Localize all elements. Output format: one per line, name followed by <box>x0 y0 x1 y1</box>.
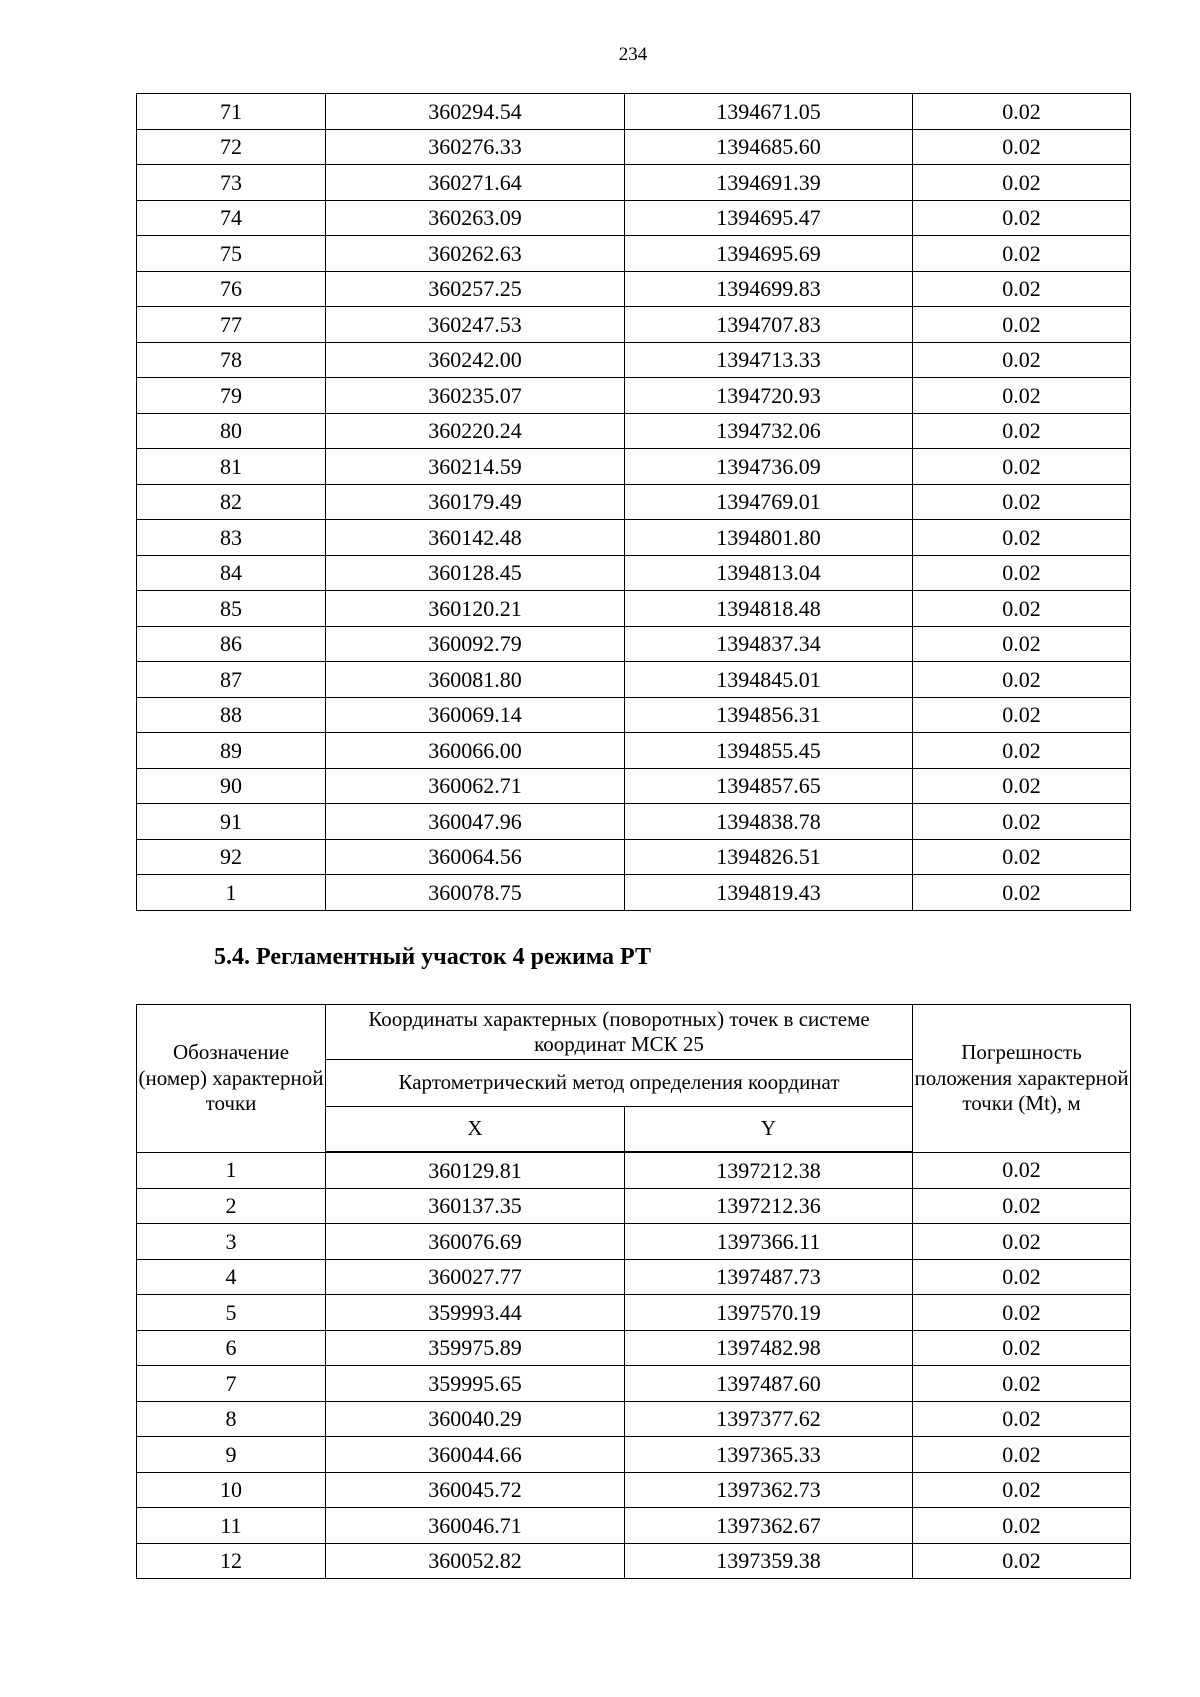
point-number-cell: 91 <box>137 804 326 840</box>
y-coordinate-cell: 1394691.39 <box>625 165 913 201</box>
table-row <box>137 1330 1131 1366</box>
table-row <box>137 1188 1131 1224</box>
y-coordinate-cell: 1394813.04 <box>625 555 913 591</box>
error-cell: 0.02 <box>913 378 1131 414</box>
table-row <box>137 484 1131 520</box>
y-coordinate-cell: 1397487.60 <box>625 1366 913 1402</box>
table-row <box>137 697 1131 733</box>
point-number-cell: 3 <box>137 1224 326 1260</box>
table-row <box>137 1224 1131 1260</box>
error-cell: 0.02 <box>913 1508 1131 1544</box>
point-number-cell: 89 <box>137 733 326 769</box>
error-cell: 0.02 <box>913 804 1131 840</box>
y-coordinate-cell: 1394732.06 <box>625 413 913 449</box>
point-number-cell: 5 <box>137 1295 326 1331</box>
table-row <box>137 662 1131 698</box>
error-cell: 0.02 <box>913 129 1131 165</box>
x-coordinate-cell: 360220.24 <box>326 413 625 449</box>
y-coordinate-cell: 1397377.62 <box>625 1401 913 1437</box>
x-coordinate-cell: 359975.89 <box>326 1330 625 1366</box>
y-coordinate-cell: 1397365.33 <box>625 1437 913 1473</box>
table-row <box>137 875 1131 911</box>
coordinates-table-body <box>137 1152 1131 1579</box>
table-row <box>137 626 1131 662</box>
table-row <box>137 768 1131 804</box>
y-coordinate-cell: 1394695.69 <box>625 236 913 272</box>
x-coordinate-cell: 360064.56 <box>326 839 625 875</box>
table-row <box>137 307 1131 343</box>
point-number-cell: 90 <box>137 768 326 804</box>
point-number-cell: 79 <box>137 378 326 414</box>
error-cell: 0.02 <box>913 839 1131 875</box>
y-coordinate-cell: 1394837.34 <box>625 626 913 662</box>
error-cell: 0.02 <box>913 555 1131 591</box>
error-cell: 0.02 <box>913 1224 1131 1260</box>
table-row <box>137 839 1131 875</box>
error-cell: 0.02 <box>913 94 1131 130</box>
table-row <box>137 1259 1131 1295</box>
x-coordinate-cell: 360047.96 <box>326 804 625 840</box>
point-number-cell: 84 <box>137 555 326 591</box>
x-coordinate-cell: 360046.71 <box>326 1508 625 1544</box>
y-coordinate-cell: 1397487.73 <box>625 1259 913 1295</box>
table-row <box>137 200 1131 236</box>
error-cell: 0.02 <box>913 1330 1131 1366</box>
error-cell: 0.02 <box>913 342 1131 378</box>
error-cell: 0.02 <box>913 1188 1131 1224</box>
x-coordinate-cell: 360142.48 <box>326 520 625 556</box>
error-cell: 0.02 <box>913 1401 1131 1437</box>
error-cell: 0.02 <box>913 662 1131 698</box>
x-coordinate-cell: 360137.35 <box>326 1188 625 1224</box>
x-coordinate-cell: 360092.79 <box>326 626 625 662</box>
error-cell: 0.02 <box>913 413 1131 449</box>
point-number-cell: 2 <box>137 1188 326 1224</box>
point-number-cell: 86 <box>137 626 326 662</box>
table-row <box>137 129 1131 165</box>
y-coordinate-cell: 1397362.73 <box>625 1472 913 1508</box>
x-coordinate-cell: 360078.75 <box>326 875 625 911</box>
x-coordinate-cell: 360081.80 <box>326 662 625 698</box>
error-cell: 0.02 <box>913 307 1131 343</box>
x-coordinate-cell: 360052.82 <box>326 1543 625 1579</box>
y-coordinate-cell: 1397212.36 <box>625 1188 913 1224</box>
table-row <box>137 236 1131 272</box>
header-coordinates-group: Координаты характерных (поворотных) точек в системе координат МСК 25 <box>326 1005 913 1060</box>
x-coordinate-cell: 360262.63 <box>326 236 625 272</box>
coordinates-table-continuation <box>136 93 1131 911</box>
table-header <box>137 1005 1131 1153</box>
y-coordinate-cell: 1397359.38 <box>625 1543 913 1579</box>
y-coordinate-cell: 1394720.93 <box>625 378 913 414</box>
x-coordinate-cell: 359995.65 <box>326 1366 625 1402</box>
coordinates-table-body <box>137 94 1131 911</box>
y-coordinate-cell: 1397212.38 <box>625 1152 913 1188</box>
x-coordinate-cell: 360128.45 <box>326 555 625 591</box>
x-coordinate-cell: 360044.66 <box>326 1437 625 1473</box>
x-coordinate-cell: 360257.25 <box>326 271 625 307</box>
y-coordinate-cell: 1394699.83 <box>625 271 913 307</box>
x-coordinate-cell: 360179.49 <box>326 484 625 520</box>
x-coordinate-cell: 360276.33 <box>326 129 625 165</box>
x-coordinate-cell: 360062.71 <box>326 768 625 804</box>
error-cell: 0.02 <box>913 449 1131 485</box>
x-coordinate-cell: 360045.72 <box>326 1472 625 1508</box>
table-row <box>137 1152 1131 1188</box>
coordinates-table-section-5-4 <box>136 1004 1131 1579</box>
y-coordinate-cell: 1394826.51 <box>625 839 913 875</box>
header-method: Картометрический метод определения координат <box>326 1060 913 1107</box>
point-number-cell: 82 <box>137 484 326 520</box>
table-row <box>137 1543 1131 1579</box>
table-row <box>137 342 1131 378</box>
table-row <box>137 94 1131 130</box>
point-number-cell: 75 <box>137 236 326 272</box>
error-cell: 0.02 <box>913 1543 1131 1579</box>
error-cell: 0.02 <box>913 1437 1131 1473</box>
y-coordinate-cell: 1394713.33 <box>625 342 913 378</box>
x-coordinate-cell: 360235.07 <box>326 378 625 414</box>
point-number-cell: 77 <box>137 307 326 343</box>
error-cell: 0.02 <box>913 271 1131 307</box>
table-row <box>137 1508 1131 1544</box>
point-number-cell: 11 <box>137 1508 326 1544</box>
x-coordinate-cell: 360271.64 <box>326 165 625 201</box>
point-number-cell: 92 <box>137 839 326 875</box>
table-row <box>137 733 1131 769</box>
point-number-cell: 4 <box>137 1259 326 1295</box>
x-coordinate-cell: 360027.77 <box>326 1259 625 1295</box>
point-number-cell: 10 <box>137 1472 326 1508</box>
page-number: 234 <box>618 44 648 65</box>
x-coordinate-cell: 360294.54 <box>326 94 625 130</box>
header-point-designation: Обозначение (номер) характерной точки <box>137 1005 326 1153</box>
y-coordinate-cell: 1394855.45 <box>625 733 913 769</box>
error-cell: 0.02 <box>913 520 1131 556</box>
y-coordinate-cell: 1394671.05 <box>625 94 913 130</box>
table-row <box>137 1472 1131 1508</box>
point-number-cell: 72 <box>137 129 326 165</box>
point-number-cell: 78 <box>137 342 326 378</box>
header-position-error: Погрешность положения характерной точки (Mt), м <box>913 1005 1131 1153</box>
point-number-cell: 12 <box>137 1543 326 1579</box>
y-coordinate-cell: 1394857.65 <box>625 768 913 804</box>
table-row <box>137 520 1131 556</box>
y-coordinate-cell: 1394845.01 <box>625 662 913 698</box>
x-coordinate-cell: 360120.21 <box>326 591 625 627</box>
x-coordinate-cell: 360263.09 <box>326 200 625 236</box>
table-row <box>137 378 1131 414</box>
error-cell: 0.02 <box>913 697 1131 733</box>
table-row <box>137 271 1131 307</box>
error-cell: 0.02 <box>913 1152 1131 1188</box>
error-cell: 0.02 <box>913 1366 1131 1402</box>
error-cell: 0.02 <box>913 200 1131 236</box>
point-number-cell: 88 <box>137 697 326 733</box>
point-number-cell: 6 <box>137 1330 326 1366</box>
x-coordinate-cell: 359993.44 <box>326 1295 625 1331</box>
error-cell: 0.02 <box>913 733 1131 769</box>
y-coordinate-cell: 1397362.67 <box>625 1508 913 1544</box>
x-coordinate-cell: 360040.29 <box>326 1401 625 1437</box>
point-number-cell: 83 <box>137 520 326 556</box>
table-row <box>137 413 1131 449</box>
table-row <box>137 1401 1131 1437</box>
x-coordinate-cell: 360214.59 <box>326 449 625 485</box>
header-x: X <box>326 1107 625 1153</box>
error-cell: 0.02 <box>913 1295 1131 1331</box>
y-coordinate-cell: 1397570.19 <box>625 1295 913 1331</box>
y-coordinate-cell: 1397366.11 <box>625 1224 913 1260</box>
point-number-cell: 87 <box>137 662 326 698</box>
y-coordinate-cell: 1394736.09 <box>625 449 913 485</box>
point-number-cell: 9 <box>137 1437 326 1473</box>
table-row <box>137 1437 1131 1473</box>
table-row <box>137 1295 1131 1331</box>
table-row <box>137 804 1131 840</box>
x-coordinate-cell: 360247.53 <box>326 307 625 343</box>
x-coordinate-cell: 360066.00 <box>326 733 625 769</box>
x-coordinate-cell: 360069.14 <box>326 697 625 733</box>
table-row <box>137 449 1131 485</box>
y-coordinate-cell: 1394818.48 <box>625 591 913 627</box>
point-number-cell: 7 <box>137 1366 326 1402</box>
point-number-cell: 74 <box>137 200 326 236</box>
y-coordinate-cell: 1394695.47 <box>625 200 913 236</box>
point-number-cell: 81 <box>137 449 326 485</box>
error-cell: 0.02 <box>913 1259 1131 1295</box>
y-coordinate-cell: 1394856.31 <box>625 697 913 733</box>
point-number-cell: 8 <box>137 1401 326 1437</box>
x-coordinate-cell: 360242.00 <box>326 342 625 378</box>
error-cell: 0.02 <box>913 626 1131 662</box>
table-row <box>137 591 1131 627</box>
point-number-cell: 85 <box>137 591 326 627</box>
error-cell: 0.02 <box>913 1472 1131 1508</box>
table-row <box>137 1366 1131 1402</box>
error-cell: 0.02 <box>913 768 1131 804</box>
point-number-cell: 76 <box>137 271 326 307</box>
y-coordinate-cell: 1394685.60 <box>625 129 913 165</box>
x-coordinate-cell: 360129.81 <box>326 1152 625 1188</box>
header-y: Y <box>625 1107 913 1153</box>
table-row <box>137 555 1131 591</box>
point-number-cell: 80 <box>137 413 326 449</box>
y-coordinate-cell: 1394838.78 <box>625 804 913 840</box>
error-cell: 0.02 <box>913 484 1131 520</box>
table-row <box>137 165 1131 201</box>
point-number-cell: 71 <box>137 94 326 130</box>
error-cell: 0.02 <box>913 591 1131 627</box>
error-cell: 0.02 <box>913 875 1131 911</box>
y-coordinate-cell: 1394801.80 <box>625 520 913 556</box>
point-number-cell: 1 <box>137 1152 326 1188</box>
y-coordinate-cell: 1394769.01 <box>625 484 913 520</box>
point-number-cell: 1 <box>137 875 326 911</box>
point-number-cell: 73 <box>137 165 326 201</box>
x-coordinate-cell: 360076.69 <box>326 1224 625 1260</box>
y-coordinate-cell: 1397482.98 <box>625 1330 913 1366</box>
error-cell: 0.02 <box>913 236 1131 272</box>
y-coordinate-cell: 1394707.83 <box>625 307 913 343</box>
error-cell: 0.02 <box>913 165 1131 201</box>
y-coordinate-cell: 1394819.43 <box>625 875 913 911</box>
section-heading: 5.4. Регламентный участок 4 режима РТ <box>214 944 652 970</box>
